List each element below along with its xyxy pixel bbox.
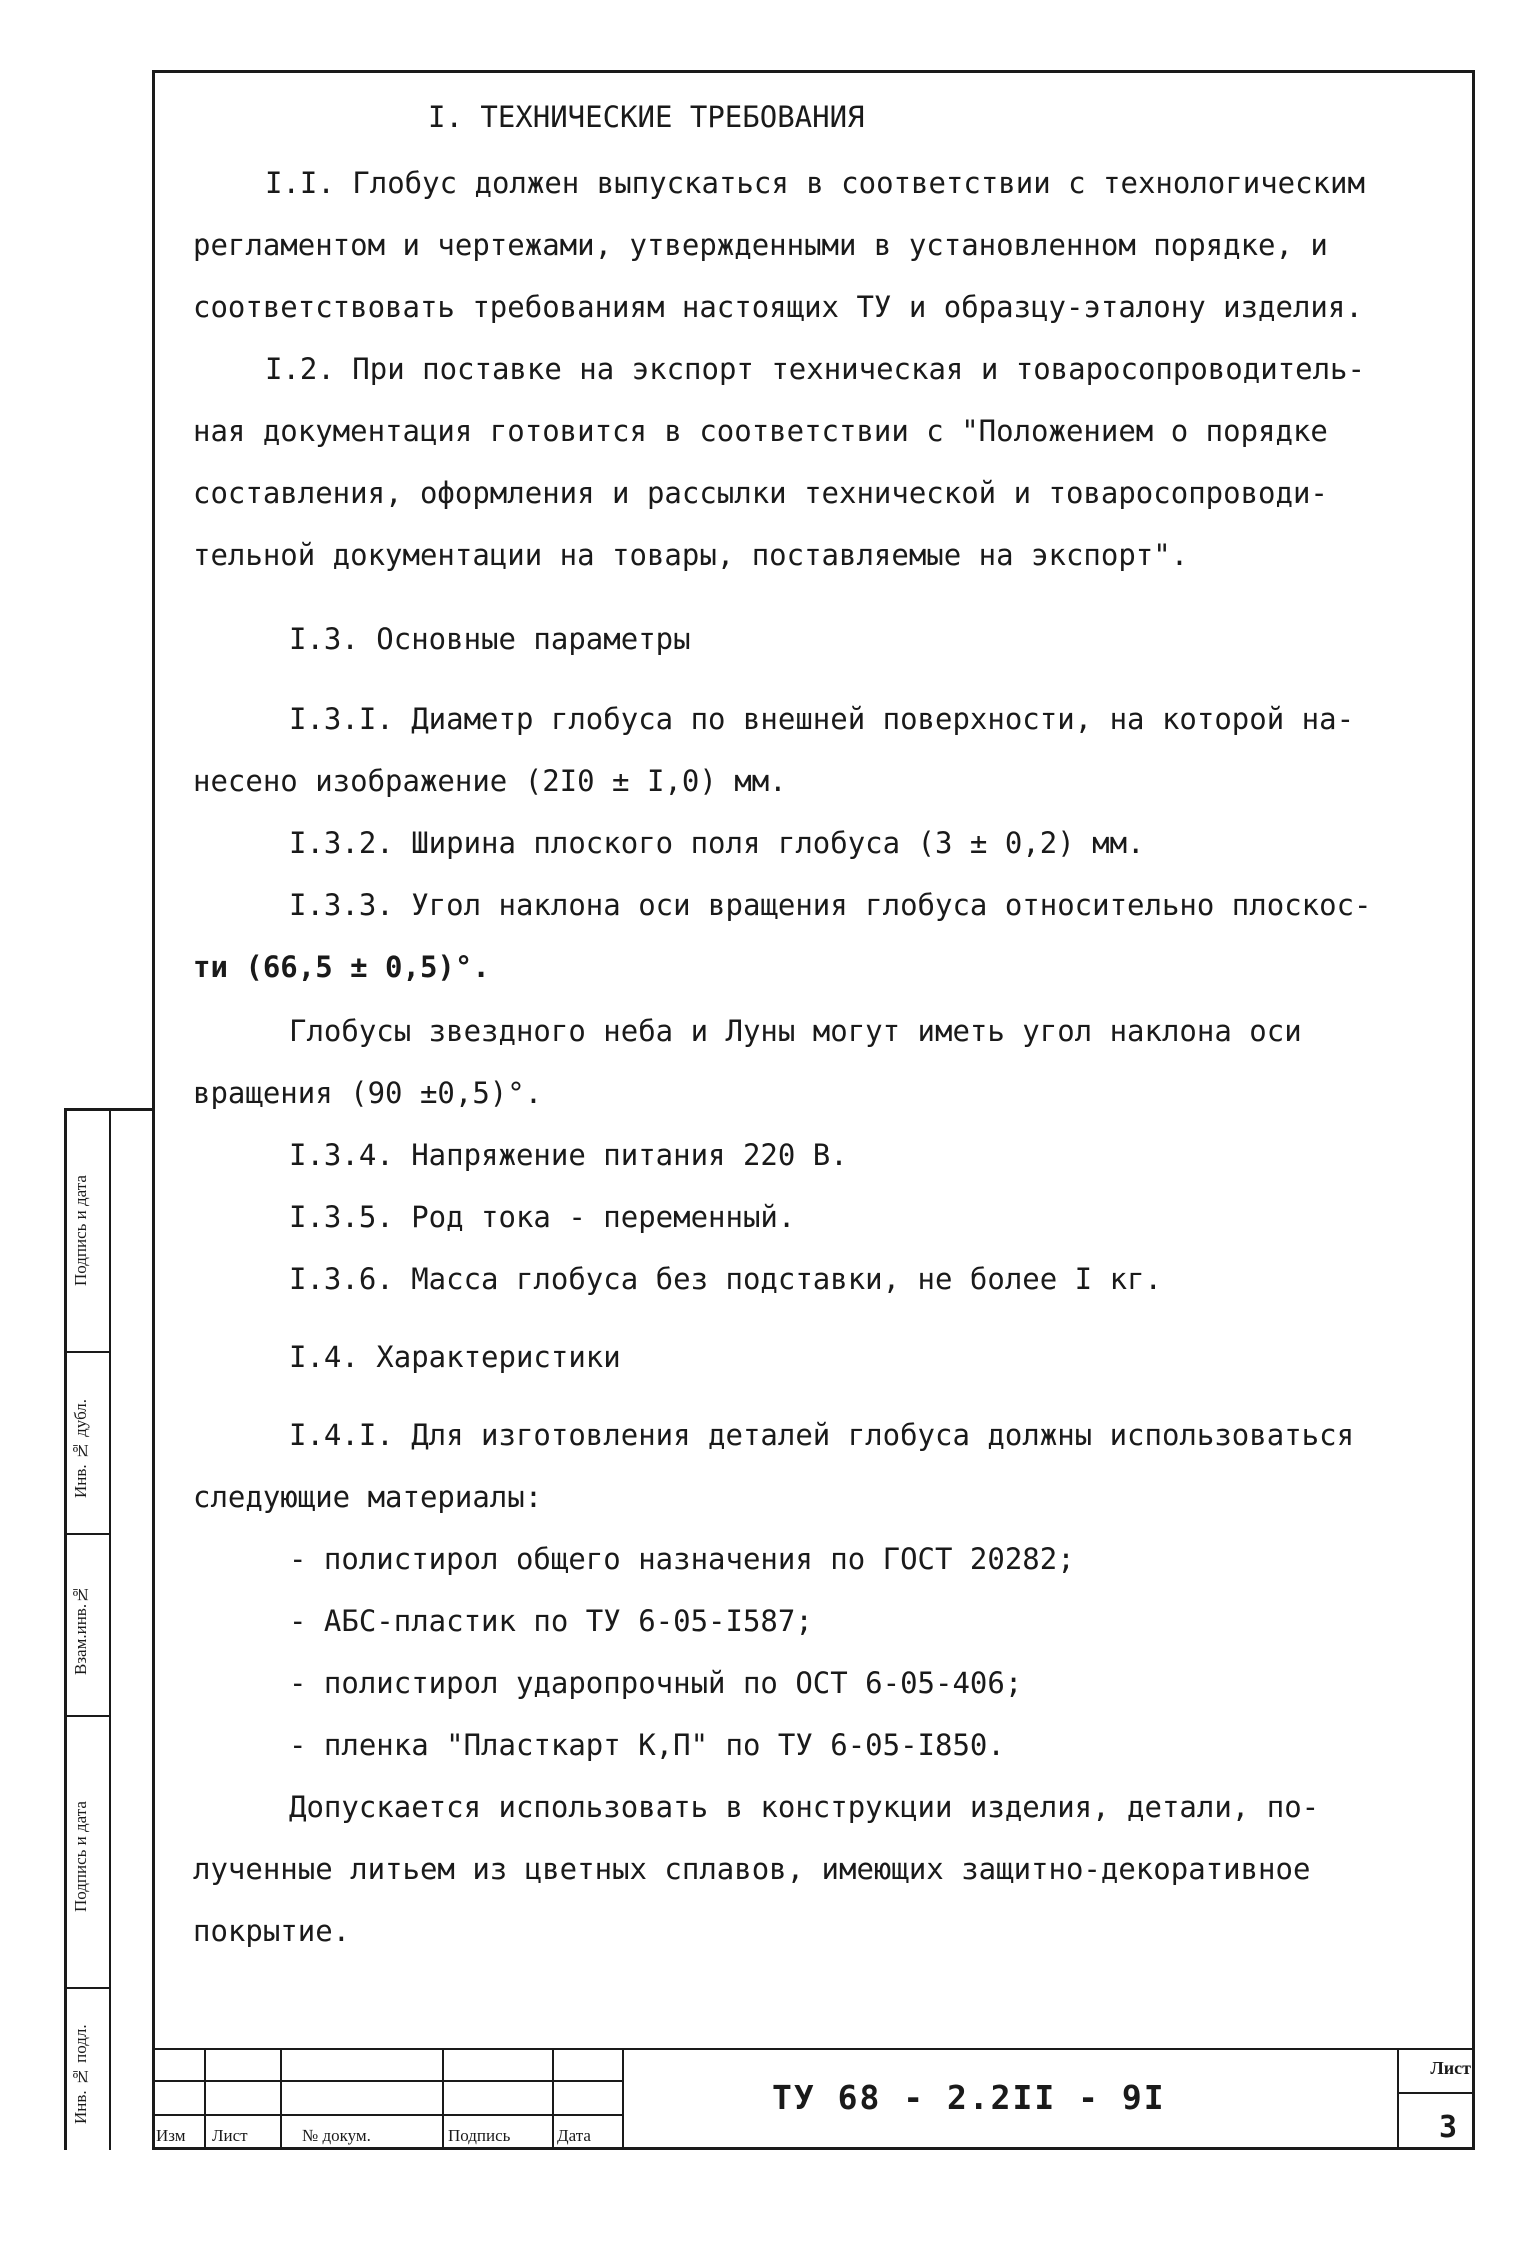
side-cell	[67, 1535, 111, 1717]
paragraph-line: I.3.6. Масса глобуса без подставки, не более I кг.	[289, 1262, 1162, 1296]
side-label-signature-date: Подпись и дата	[71, 1801, 90, 1913]
side-cell	[67, 1989, 111, 2153]
subsection-heading: I.3. Основные параметры	[289, 622, 691, 656]
paragraph-line: Глобусы звездного неба и Луны могут иметь угол наклона оси	[289, 1014, 1302, 1048]
tb-label-doc-number: № докум.	[302, 2126, 371, 2145]
sheet-number: 3	[1438, 2110, 1457, 2145]
tb-label-change: Изм	[156, 2126, 186, 2145]
sheet-label: Лист	[1430, 2058, 1471, 2078]
paragraph-line: несено изображение (2I0 ± I,0) мм.	[193, 764, 787, 798]
title-block	[152, 2048, 1475, 2150]
tb-label-sheet: Лист	[212, 2126, 248, 2145]
paragraph-line: лученные литьем из цветных сплавов, имеющих защитно-декоративное	[193, 1852, 1311, 1886]
paragraph-line: ная документация готовится в соответствии с "Положением о порядке	[193, 414, 1328, 448]
paragraph-line: I.I. Глобус должен выпускаться в соответствии с технологическим	[265, 166, 1365, 200]
list-item: - АБС-пластик по ТУ 6-05-I587;	[289, 1604, 813, 1638]
side-cell	[67, 1111, 111, 1353]
side-label-original-inv: Инв. № подл.	[71, 2024, 90, 2124]
paragraph-line: ти (66,5 ± 0,5)°.	[193, 950, 490, 984]
paragraph-line: I.2. При поставке на экспорт техническая и товаросопроводитель-	[265, 352, 1365, 386]
paragraph-line: I.4.I. Для изготовления деталей глобуса должны использоваться	[289, 1418, 1355, 1452]
tb-label-signature: Подпись	[448, 2126, 511, 2145]
side-label-signature-date: Подпись и дата	[71, 1175, 90, 1287]
list-item: - полистирол ударопрочный по ОСТ 6-05-406;	[289, 1666, 1023, 1700]
paragraph-line: составления, оформления и рассылки технической и товаросопроводи-	[193, 476, 1328, 510]
document-code: ТУ 68 - 2.2II - 9I	[772, 2078, 1166, 2117]
side-cell	[67, 1717, 111, 1989]
side-cell	[67, 1353, 111, 1535]
paragraph-line: I.3.3. Угол наклона оси вращения глобуса относительно плоскос-	[289, 888, 1372, 922]
paragraph-line: I.3.5. Род тока - переменный.	[289, 1200, 796, 1234]
paragraph-line: I.3.I. Диаметр глобуса по внешней поверхности, на которой на-	[289, 702, 1355, 736]
paragraph-line: тельной документации на товары, поставляемые на экспорт".	[193, 538, 1189, 572]
paragraph-line: I.3.2. Ширина плоского поля глобуса (3 ± 0,2) мм.	[289, 826, 1145, 860]
paragraph-line: соответствовать требованиям настоящих ТУ и образцу-эталону изделия.	[193, 290, 1363, 324]
paragraph-line: регламентом и чертежами, утвержденными в установленном порядке, и	[193, 228, 1328, 262]
paragraph-line: следующие материалы:	[193, 1480, 543, 1514]
paragraph-line: вращения (90 ±0,5)°.	[193, 1076, 543, 1110]
paragraph-line: покрытие.	[193, 1914, 351, 1948]
side-label-duplicate-inv: Инв. № дубл.	[71, 1398, 90, 1498]
side-stamp-column	[64, 1108, 152, 2150]
paragraph-line: I.3.4. Напряжение питания 220 В.	[289, 1138, 848, 1172]
side-label-replace-inv: Взам.инв.№	[71, 1584, 90, 1676]
list-item: - пленка "Пласткарт К,П" по ТУ 6-05-I850.	[289, 1728, 1005, 1762]
subsection-heading: I.4. Характеристики	[289, 1340, 621, 1374]
tb-label-date: Дата	[557, 2126, 591, 2145]
paragraph-line: Допускается использовать в конструкции изделия, детали, по-	[289, 1790, 1320, 1824]
section-heading: I. ТЕХНИЧЕСКИЕ ТРЕБОВАНИЯ	[428, 100, 865, 134]
list-item: - полистирол общего назначения по ГОСТ 20282;	[289, 1542, 1075, 1576]
